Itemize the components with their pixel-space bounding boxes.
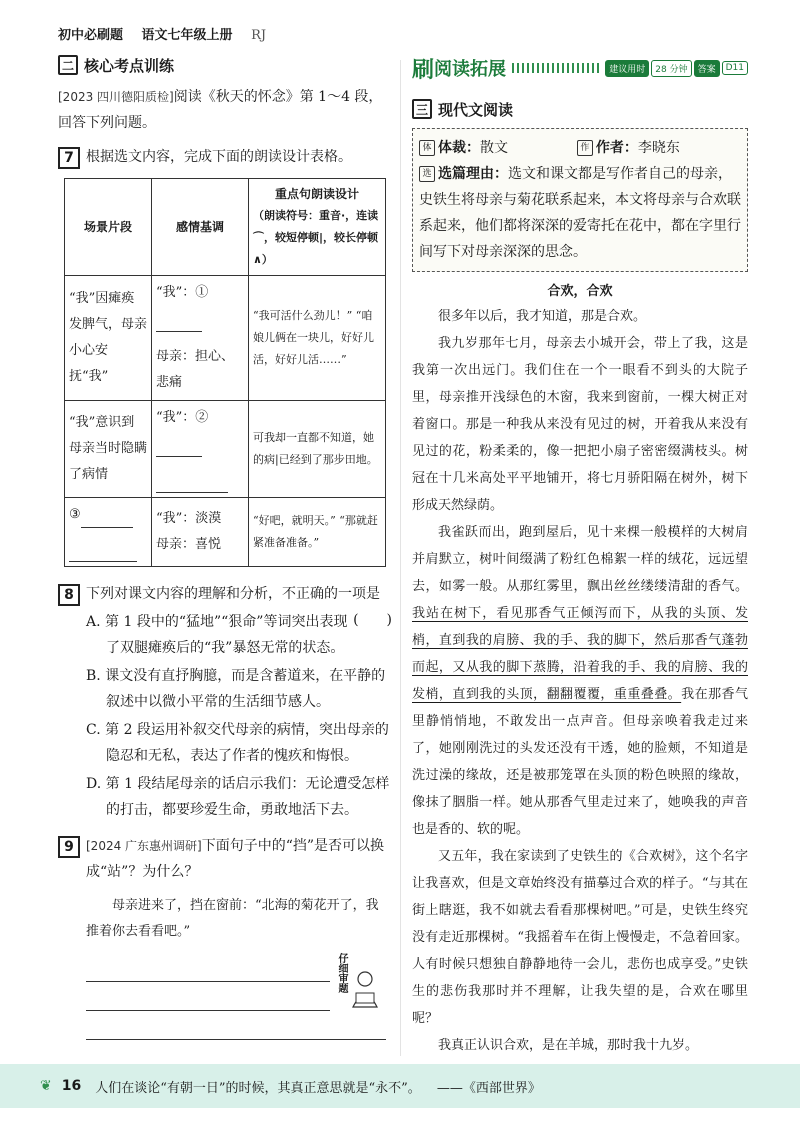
question-8 bbox=[58, 581, 392, 628]
article-paragraph-1: 很多年以后，我才知道，那是合欢。 bbox=[438, 309, 647, 324]
option-d[interactable]: D. 第 1 段结尾母亲的话启示我们：无论遭受怎样的打击，都要珍爱生命，勇敢地活下去。 bbox=[86, 776, 390, 818]
article-paragraph-3: 我雀跃而出，跑到屋后，见十来棵一般模样的大树肩并肩默立，树叶间缀满了粉红色棉絮一样的绒花，远远望去，如雾一般。从那红雾里，飘出丝丝缕缕清甜的香气。我站在树下，看见那香气正倾泻而下，从我的头顶、发梢，直到我的肩膀、我的手、我的脚下，然后那香气蓬勃而起，又从我的脚下蒸腾，沿着我的手、我的肩膀、我的发梢，直到我的头顶，翻翻覆覆，重重叠叠。我在那香气里静悄悄地，不敢发出一点声音。但母亲唤着我走过来了，她刚刚洗过的头发还没有干透，她的脸颊，不知道是洗过澡的缘故，还是被那笼罩在头顶的粉色映照的缘故，像抹了胭脂一样。她从那香气里走过来了，她唤我的声音也是香的、软的呢。 bbox=[412, 525, 748, 837]
header-scene: 场景片段 bbox=[65, 179, 152, 276]
reason-icon: 选 bbox=[419, 166, 435, 182]
table-row bbox=[65, 276, 386, 401]
banner-dots bbox=[512, 63, 599, 73]
footer-quote: 人们在谈论“有朝一日”的时候，其真正意思就是“永不”。 bbox=[95, 1080, 421, 1096]
table-row bbox=[65, 401, 386, 498]
question-text: 下面句子中的“挡”是否可以换成“站”？为什么？ bbox=[86, 838, 385, 880]
leaf-icon: ❦ bbox=[40, 1078, 52, 1094]
answer-area bbox=[58, 953, 392, 1053]
section-heading-core bbox=[58, 52, 392, 78]
question-number: 8 bbox=[58, 584, 80, 606]
footer-source: ——《西部世界》 bbox=[436, 1080, 541, 1096]
page-footer bbox=[0, 1064, 800, 1108]
header-design-note: （朗读符号：重音·，连读⌒，较短停顿|，较长停顿∧） bbox=[253, 209, 379, 266]
answer-blank-3b[interactable] bbox=[69, 547, 137, 562]
left-column bbox=[58, 52, 392, 1053]
table-header-row bbox=[65, 179, 386, 276]
section-number: 二 bbox=[58, 55, 78, 75]
question-number: 7 bbox=[58, 147, 80, 169]
answer-label: 答案 bbox=[694, 60, 720, 77]
author-value: 李晓东 bbox=[637, 140, 680, 156]
quoted-sentence: 母亲进来了，挡在窗前：“北海的菊花开了，我推着你去看看吧。” bbox=[86, 898, 379, 939]
section-title: 核心考点训练 bbox=[84, 56, 175, 75]
scene-cell: “我”意识到母亲当时隐瞒了病情 bbox=[65, 401, 152, 498]
question-text: 下列对课文内容的理解和分析，不正确的一项是 bbox=[86, 586, 380, 602]
emotion-cell: “我”：② bbox=[152, 401, 249, 498]
reading-intro bbox=[58, 84, 392, 136]
read-carefully-stamp bbox=[334, 953, 384, 1015]
question-9 bbox=[58, 833, 392, 885]
question-7 bbox=[58, 144, 392, 170]
section-heading-modern bbox=[412, 96, 748, 122]
answer-blank-2b[interactable] bbox=[156, 478, 228, 493]
design-cell: “好吧，就明天。” “那就赶紧准备准备。” bbox=[249, 498, 386, 567]
banner-title: 阅读拓展 bbox=[434, 59, 507, 80]
edition-label: RJ bbox=[251, 28, 267, 43]
brush-label: 刷 bbox=[412, 56, 435, 83]
page-number: 16 bbox=[61, 1078, 82, 1094]
answer-blank-2[interactable] bbox=[156, 442, 202, 457]
design-cell: 可我却一直都不知道，她的病|已经到了那步田地。 bbox=[249, 401, 386, 498]
option-a[interactable]: A. 第 1 段中的“猛地”“狠命”等词突出表现了双腿瘫痪后的“我”暴怒无常的状态。 bbox=[86, 614, 348, 656]
section-title: 现代文阅读 bbox=[438, 100, 514, 119]
question-text: 根据选文内容，完成下面的朗读设计表格。 bbox=[86, 149, 352, 165]
article-paragraph-4: 又五年，我在家读到了史铁生的《合欢树》，这个名字让我喜欢，但是文章始终没有描摹过合欢的样子。“与其在街上瞎逛，我不如就去看看那棵树吧。”可是，史铁生终究没有走近那棵树。“我摇着车在街上慢慢走，不急着回家。人有时候只想独自静静地待一会儿，悲伤也成享受。”史铁生的悲伤我那时并不理解，让我失望的是，合欢在哪里呢？ bbox=[412, 849, 748, 1026]
header-emotion: 感情基调 bbox=[152, 179, 249, 276]
genre-value: 散文 bbox=[480, 140, 508, 156]
source-tag: [2023 四川德阳质检] bbox=[58, 90, 174, 104]
answer-line[interactable] bbox=[86, 982, 330, 1011]
design-cell: “我可活什么劲儿！” “咱娘儿俩在一块儿，好好儿活，好好儿活……” bbox=[249, 276, 386, 401]
stamp-text: 仔细审题 bbox=[336, 953, 347, 993]
answer-page[interactable]: D11 bbox=[722, 61, 748, 75]
reading-extension-banner bbox=[412, 52, 748, 84]
question-number: 9 bbox=[58, 836, 80, 858]
source-tag: [2024 广东惠州调研] bbox=[86, 839, 202, 853]
time-label: 建议用时 bbox=[605, 60, 649, 77]
selection-reason: 选 选篇理由：选文和课文都是写作者自己的母亲，史铁生将母亲与菊花联系起来，本文将母亲与合欢联系起来，他们都将深深的爱寄托在花中，都在字里行间写下对母亲深深的思念。 bbox=[419, 166, 741, 260]
article-title: 合欢，合欢 bbox=[547, 284, 613, 299]
option-c[interactable]: C. 第 2 段运用补叙交代母亲的病情，突出母亲的隐忍和无私，表达了作者的愧疚和悔恨。 bbox=[86, 722, 389, 764]
intro-text: 阅读《秋天的怀念》第 1～4 段，回答下列问题。 bbox=[58, 89, 383, 131]
article-info-box bbox=[412, 128, 748, 272]
scene-cell: “我”因瘫痪发脾气，母亲小心安抚“我” bbox=[65, 276, 152, 401]
page-header bbox=[58, 24, 398, 50]
answer-blank-3[interactable] bbox=[81, 513, 133, 528]
book-title: 初中必刷题 bbox=[58, 28, 124, 43]
scene-cell: ③ bbox=[65, 498, 152, 567]
answer-blank-1[interactable] bbox=[156, 317, 202, 332]
column-divider bbox=[400, 60, 401, 1056]
right-column bbox=[412, 52, 748, 1059]
section-number: 三 bbox=[412, 99, 432, 119]
header-design bbox=[249, 179, 386, 276]
article-paragraph-2: 我九岁那年七月，母亲去小城开会，带上了我，这是我第一次出远门。我们住在一个一眼看不到头的大院子里，母亲推开浅绿色的木窗，我来到窗前，一棵大树正对着窗口。那是一种我从来没有见过的树，开着我从来没有见过的花，粉柔柔的，像一把把小扇子密密缀满枝头。树冠在十几米高处平平地铺开，将七月骄阳隔在树外，树下形成天然绿荫。 bbox=[412, 336, 748, 513]
author-icon: 作 bbox=[577, 140, 593, 156]
answer-line[interactable] bbox=[86, 1011, 386, 1040]
answer-line[interactable] bbox=[86, 953, 330, 982]
subject-title: 语文七年级上册 bbox=[141, 28, 233, 43]
reading-figure-icon bbox=[348, 969, 382, 1009]
option-b[interactable]: B. 课文没有直抒胸臆，而是含蓄道来，在平静的叙述中以微小平常的生活细节感人。 bbox=[86, 668, 386, 710]
emotion-cell: “我”：① 母亲：担心、悲痛 bbox=[152, 276, 249, 401]
genre-icon: 体 bbox=[419, 140, 435, 156]
article-paragraph-5: 我真正认识合欢，是在羊城，那时我十九岁。 bbox=[438, 1038, 699, 1053]
emotion-cell: “我”：淡漠 母亲：喜悦 bbox=[152, 498, 249, 567]
answer-parentheses[interactable]: ( ) bbox=[353, 612, 392, 628]
reading-design-table bbox=[64, 178, 386, 567]
time-value: 28 分钟 bbox=[651, 60, 691, 77]
header-design-title: 重点句朗读设计 bbox=[274, 187, 359, 201]
underlined-sentence: 我站在树下，看见那香气正倾泻而下，从我的头顶、发梢，直到我的肩膀、我的手、我的脚下，然后那香气蓬勃而起，又从我的脚下蒸腾，沿着我的手、我的肩膀、我的发梢，直到我的头顶，翻翻覆覆，重重叠叠。 bbox=[412, 606, 748, 702]
genre-author-row: 体 体裁：散文 作 作者：李晓东 bbox=[419, 135, 741, 161]
table-row bbox=[65, 498, 386, 567]
